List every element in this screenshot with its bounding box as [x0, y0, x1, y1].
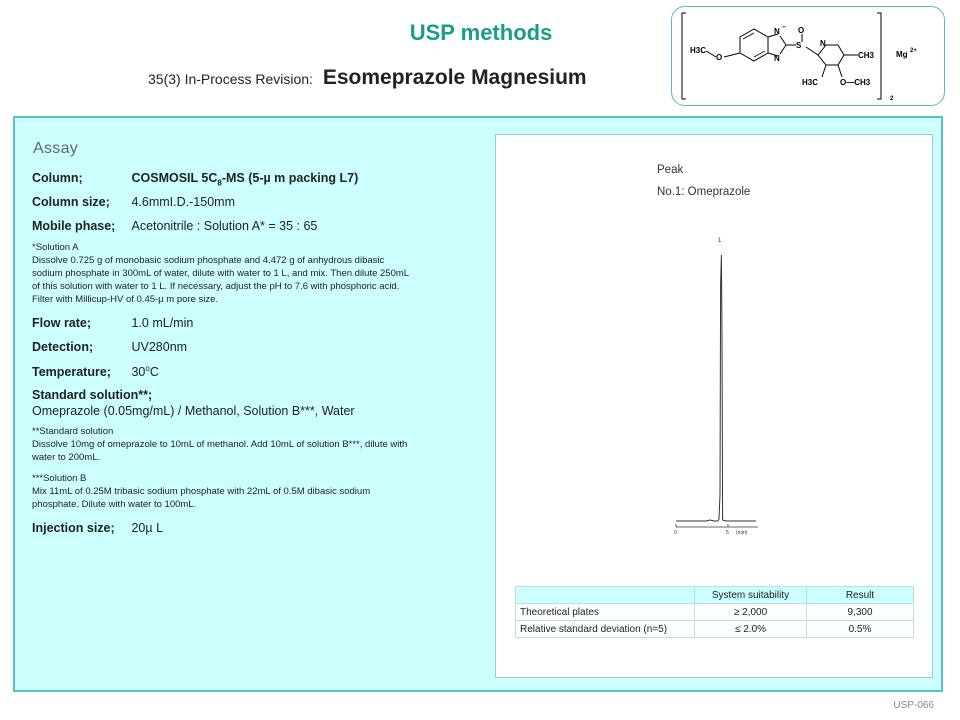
pyridine-ring: [818, 45, 844, 65]
table-cell: 0.5%: [807, 621, 914, 638]
table-header-result: Result: [807, 587, 914, 604]
footer-code: USP-066: [893, 700, 934, 711]
table-row: [516, 621, 914, 638]
temperature-label: Temperature;: [32, 365, 111, 380]
solution-a-note: *Solution A Dissolve 0.725 g of monobasic sodium phosphate and 4.472 g of anhydrous dibasic sodium phosphate in 300mL of water, dilute with water to 1 L, and mix. Then dilute 250mL of this solution with water to 1 L. If necessary, adjust the pH to 7.6 with phosphoric acid. Filter with Millicup-HV of 0.45-µ m pore size.: [32, 242, 410, 305]
table-cell: Theoretical plates: [516, 604, 695, 621]
column-size-label: Column size;: [32, 195, 110, 209]
standard-note: **Standard solution Dissolve 10mg of omeprazole to 10mL of methanol. Add 10mL of solution B***, dilute with water to 200mL.: [32, 426, 408, 463]
mobile-phase-value: Acetonitrile : Solution A* = 35 : 65: [131, 219, 318, 233]
standard-solution-label: Standard solution**;: [32, 388, 153, 402]
label-n-bottom: N: [774, 54, 780, 63]
x-unit-label: (min): [736, 530, 748, 536]
label-h3c-left: H3C: [690, 46, 707, 55]
label-mg-charge: 2+: [910, 48, 917, 54]
subtitle: [148, 66, 587, 90]
column-row: [32, 171, 358, 188]
structure-box: [671, 6, 945, 106]
subtitle-prefix: 35(3) In-Process Revision:: [148, 71, 313, 87]
label-mg: Mg: [896, 50, 908, 59]
label-n-pyridine: N: [820, 39, 826, 48]
benzene-ring: [740, 29, 768, 61]
table-header-system-suitability: System suitability: [695, 587, 807, 604]
flow-rate-row: [32, 316, 193, 330]
right-bracket: [877, 13, 881, 99]
suitability-table: [515, 586, 914, 638]
label-h3c-bottom: H3C: [802, 78, 819, 87]
detection-value: UV280nm: [131, 340, 188, 354]
detection-label: Detection;: [32, 340, 94, 354]
peak-number-label: 1: [718, 238, 722, 244]
x-tick-label-5: 5: [726, 530, 729, 536]
table-cell: Relative standard deviation (n=5): [516, 621, 695, 638]
page-title: USP methods: [409, 20, 553, 45]
standard-solution-value: Omeprazole (0.05mg/mL) / Methanol, Solution B***, Water: [32, 404, 355, 418]
label-och3: O—CH3: [840, 78, 871, 87]
table-cell: ≥ 2,000: [695, 604, 807, 621]
temperature-value: 30$^o$C: [131, 364, 159, 380]
label-ch3-right: CH3: [858, 51, 875, 60]
chromatogram-trace: [676, 255, 756, 521]
label-subscript-2: 2: [890, 96, 894, 102]
table-cell: 9,300: [807, 604, 914, 621]
label-s: S: [796, 41, 802, 50]
table-cell: ≤ 2.0%: [695, 621, 807, 638]
peak-heading: Peak: [657, 164, 684, 176]
injection-size-value: 20µ L: [131, 521, 164, 535]
label-h-top: –: [782, 24, 786, 31]
chromatogram-box: [495, 134, 933, 678]
table-header-row: [516, 587, 914, 604]
temperature-row: [32, 364, 159, 379]
standard-solution-label-row: [32, 388, 152, 402]
injection-size-label: Injection size;: [32, 521, 115, 535]
table-header-empty: [516, 587, 695, 604]
chromatogram-plot: [496, 135, 932, 565]
standard-solution-value-row: [32, 404, 355, 418]
column-label: Column;: [32, 171, 83, 185]
compound-name: Esomeprazole Magnesium: [322, 66, 587, 89]
label-n-top: N: [774, 27, 780, 36]
column-value: COSMOSIL $5C_8-MS$ (5-µ m packing L7): [131, 171, 359, 188]
table-row: [516, 604, 914, 621]
label-o-sulfoxide: O: [798, 26, 805, 35]
injection-size-row: [32, 521, 163, 535]
peak-item: No.1: Omeprazole: [657, 186, 751, 198]
flow-rate-value: 1.0 mL/min: [131, 316, 194, 330]
chemical-structure: [672, 7, 946, 107]
solution-b-note: ***Solution B Mix 11mL of 0.25M tribasic sodium phosphate with 22mL of 0.5M dibasic sodium phosphate. Dilute with water to 100mL.: [32, 473, 371, 510]
x-tick-label-0: 0: [674, 530, 677, 536]
flow-rate-label: Flow rate;: [32, 316, 92, 330]
mobile-phase-row: [32, 219, 317, 233]
assay-heading: Assay: [33, 140, 79, 157]
label-o-left: O: [716, 53, 723, 62]
assay-panel: [13, 116, 943, 692]
column-size-value: 4.6mmI.D.-150mm: [131, 195, 235, 209]
detection-row: [32, 340, 187, 354]
column-size-row: [32, 195, 235, 209]
mobile-phase-label: Mobile phase;: [32, 219, 116, 233]
left-bracket: [682, 13, 686, 99]
